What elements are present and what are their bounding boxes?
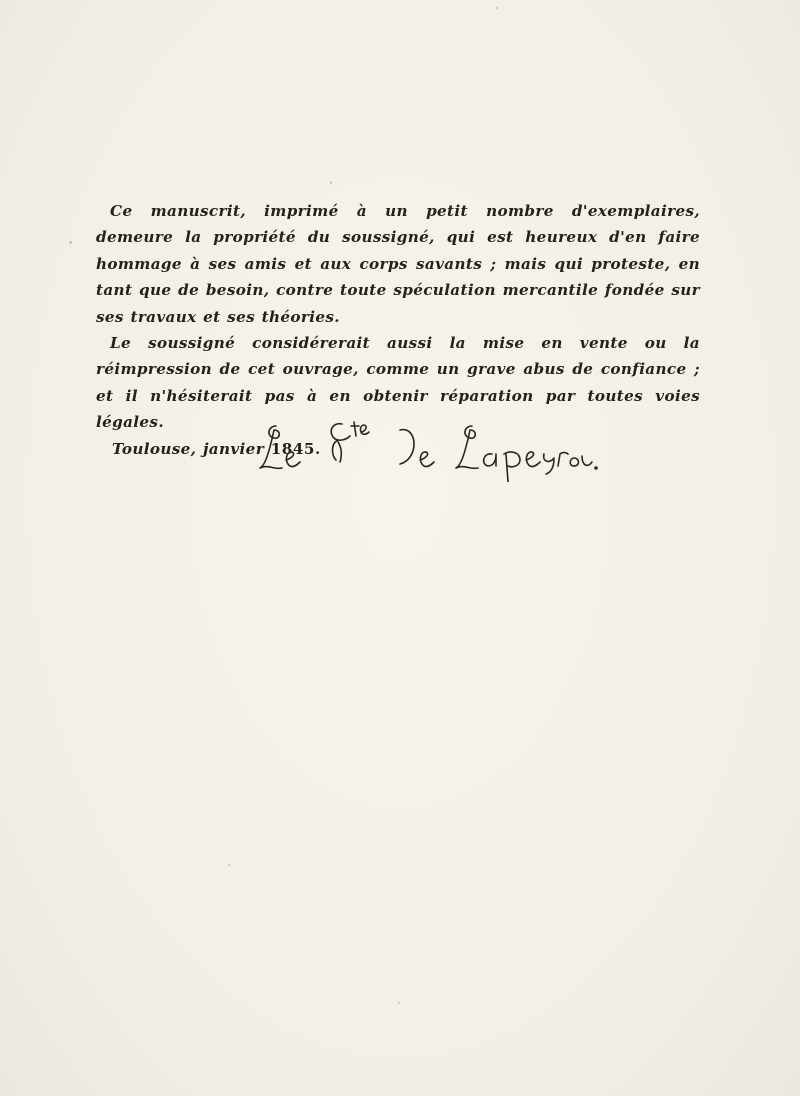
dateline-year: 1845. — [270, 439, 321, 458]
paper-speck — [398, 1002, 400, 1004]
paragraph-1: Ce manuscrit, imprimé à un petit nombre d'exemplaires, demeure la propriété du soussigné, qui est heureux d'en faire hommage à ses amis et aux corps savants ; mais qui proteste, en tant que de besoin, contre toute spéculation mercantile fondée sur ses travaux et ses théories. — [96, 202, 700, 326]
paper-speck — [496, 7, 498, 9]
paper-speck — [330, 181, 332, 184]
paragraph-2: Le soussigné considérerait aussi la mise en vente ou la réimpression de cet ouvrage, comme un grave abus de confiance ; et il n'hésiterait pas à en obtenir réparation par toutes voies légales. — [96, 334, 700, 432]
paper-speck — [228, 864, 230, 866]
dateline-place-date: Toulouse, janvier — [112, 439, 265, 458]
handwritten-signature — [258, 418, 598, 482]
paper-speck — [69, 241, 72, 244]
